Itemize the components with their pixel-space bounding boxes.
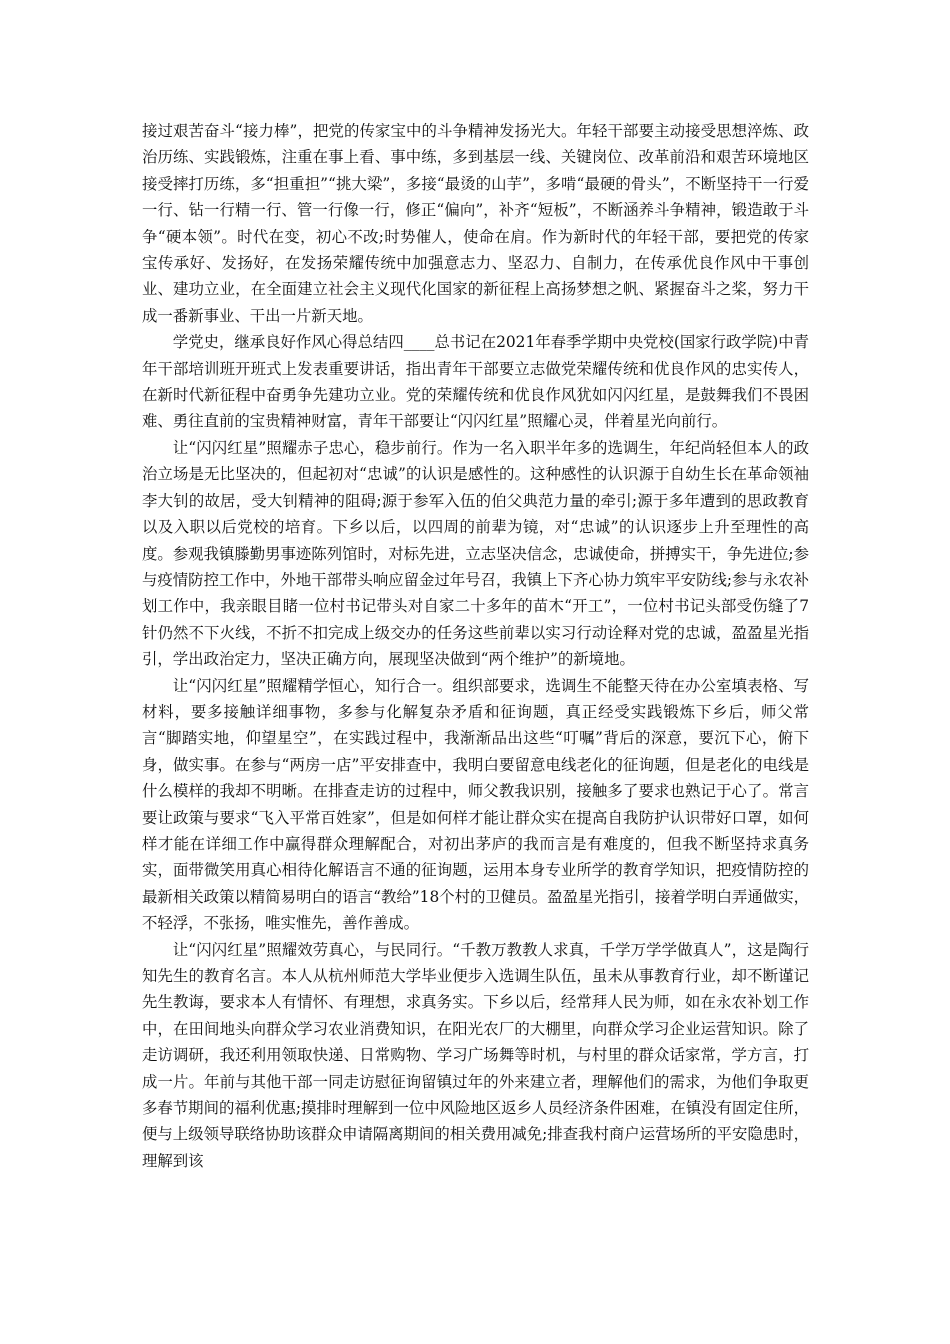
paragraph-3: 让“闪闪红星”照耀赤子忠心，稳步前行。作为一名入职半年多的选调生，年纪尚轻但本人的政治立场是无比坚决的，但起初对“忠诚”的认识是感性的。这种感性的认识源于自幼生长在革命领袖李大钊的故居，受大钊精神的阻碍;源于参军入伍的伯父典范力量的牵引;源于多年遭到的思政教育以及入职以后党校的培育。下乡以后，以四周的前辈为镜，对“忠诚”的认识逐步上升至理性的高度。参观我镇滕勤男事迹陈列馆时，对标先进，立志坚决信念，忠诚使命，拼搏实干，争先进位;参与疫情防控工作中，外地干部带头响应留金过年号召，我镇上下齐心协力筑牢平安防线;参与永农补划工作中，我亲眼目睹一位村书记带头对自家二十多年的苗木“开工”，一位村书记头部受伤缝了7针仍然不下火线，不折不扣完成上级交办的任务这些前辈以实习行动诠释对党的忠诚，盈盈星光指引，学出政治定力，坚决正确方向，展现坚决做到“两个维护”的新境地。 (142, 438, 809, 669)
paragraph-4: 让“闪闪红星”照耀精学恒心，知行合一。组织部要求，选调生不能整天待在办公室填表格、写材料，要多接触详细事物，多参与化解复杂矛盾和征询题，真正经受实践锻炼下乡后，师父常言“脚踏实地，仰望星空”，在实践过程中，我渐渐品出这些“叮嘱”背后的深意，要沉下心，俯下身，做实事。在参与“两房一店”平安排查中，我明白要留意电线老化的征询题，但是老化的电线是什么模样的我却不明晰。在排查走访的过程中，师父教我识别，接触多了要求也熟记于心了。常言要让政策与要求“飞入平常百姓家”，但是如何样才能让群众实在提高自我防护认识带好口罩，如何样才能在详细工作中赢得群众理解配合，对初出茅庐的我而言是有难度的，但我不断坚持求真务实，面带微笑用真心相待化解语言不通的征询题，运用本身专业所学的教育学知识，把疫情防控的最新相关政策以精简易明白的语言“教给”18个村的卫健员。盈盈星光指引，接着学明白弄通做实，不轻浮，不张扬，唯实惟先，善作善成。 (142, 676, 809, 933)
paragraph-2: 学党史，继承良好作风心得总结四____总书记在2021年春季学期中央党校(国家行政学院)中青年干部培训班开班式上发表重要讲话，指出青年干部要立志做党荣耀传统和优良作风的忠实传人，在新时代新征程中奋勇争先建功立业。党的荣耀传统和优良作风犹如闪闪红星，是鼓舞我们不畏困难、勇往直前的宝贵精神财富，青年干部要让“闪闪红星”照耀心灵，伴着星光向前行。 (142, 333, 809, 431)
document-page (142, 118, 809, 1174)
paragraph-1: 接过艰苦奋斗“接力棒”，把党的传家宝中的斗争精神发扬光大。年轻干部要主动接受思想淬炼、政治历练、实践锻炼，注重在事上看、事中练，多到基层一线、关键岗位、改革前沿和艰苦环境地区接受摔打历练，多“担重担”“挑大梁”，多接“最烫的山芋”，多啃“最硬的骨头”，不断坚持干一行爱一行、钻一行精一行、管一行像一行，修正“偏向”，补齐“短板”，不断涵养斗争精神，锻造敢于斗争“硬本领”。时代在变，初心不改;时势催人，使命在肩。作为新时代的年轻干部，要把党的传家宝传承好、发扬好，在发扬荣耀传统中加强意志力、坚忍力、自制力，在传承优良作风中干事创业、建功立业，在全面建立社会主义现代化国家的新征程上高扬梦想之帆、紧握奋斗之桨，努力干成一番新事业、干出一片新天地。 (142, 122, 809, 325)
paragraph-5: 让“闪闪红星”照耀效劳真心，与民同行。“千教万教教人求真，千学万学学做真人”，这是陶行知先生的教育名言。本人从杭州师范大学毕业便步入选调生队伍，虽未从事教育行业，却不断谨记先生教诲，要求本人有情怀、有理想，求真务实。下乡以后，经常拜人民为师，如在永农补划工作中，在田间地头向群众学习农业消费知识，在阳光农厂的大棚里，向群众学习企业运营知识。除了走访调研，我还利用领取快递、日常购物、学习广场舞等时机，与村里的群众话家常，学方言，打成一片。年前与其他干部一同走访慰征询留镇过年的外来建立者，理解他们的需求，为他们争取更多春节期间的福利优惠;摸排时理解到一位中风险地区返乡人员经济条件困难，在镇没有固定住所，便与上级领导联络协助该群众申请隔离期间的相关费用减免;排查我村商户运营场所的平安隐患时，理解到该 (142, 940, 809, 1170)
